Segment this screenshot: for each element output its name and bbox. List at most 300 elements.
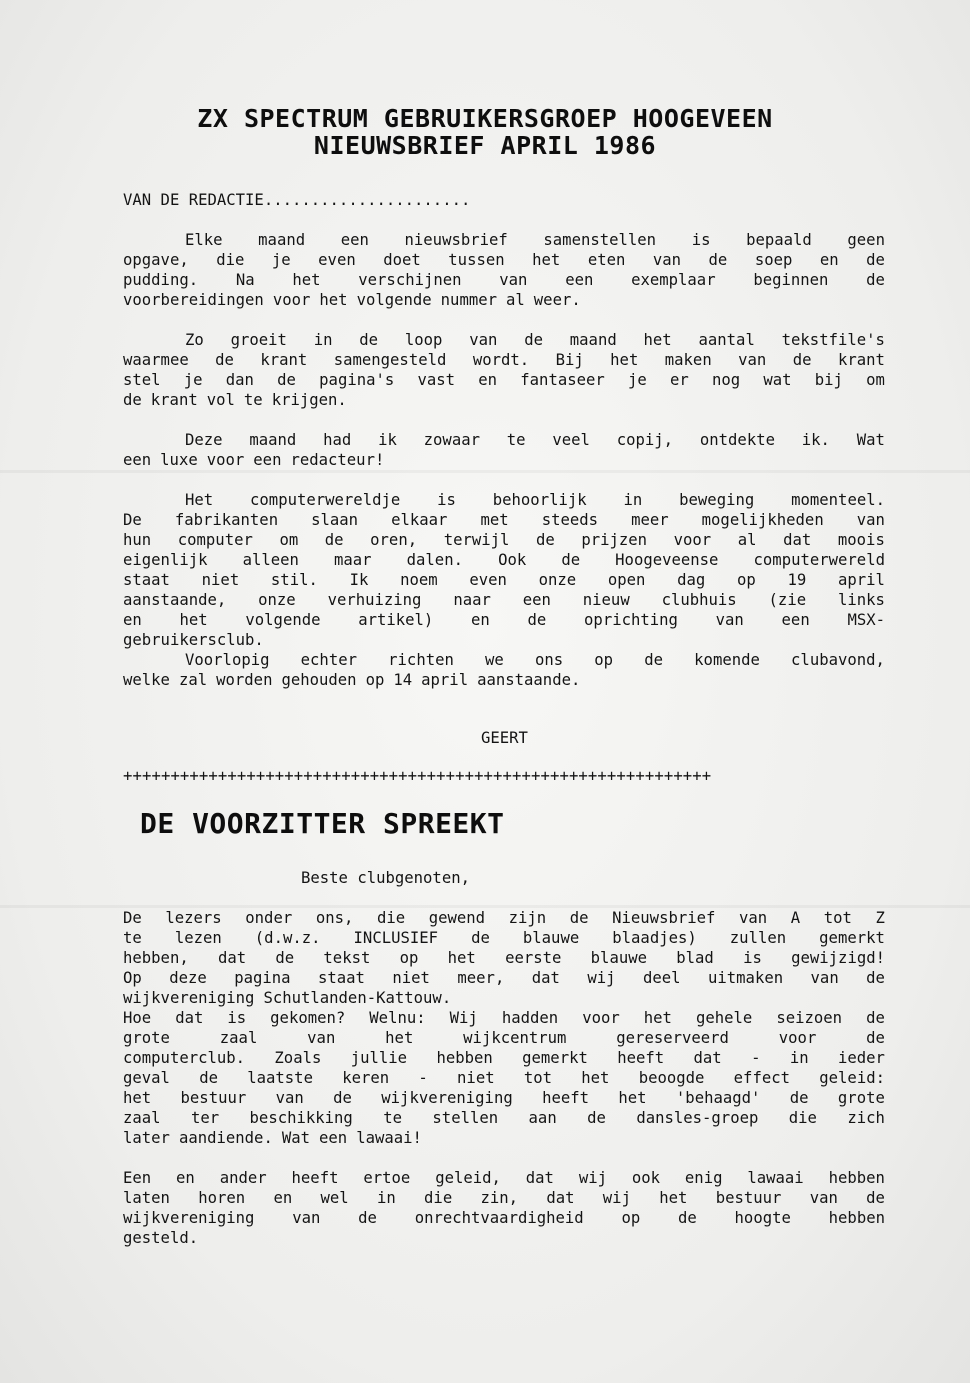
chairman-heading: DE VOORZITTER SPREEKT [140, 807, 505, 840]
word: artikel) [358, 611, 434, 629]
word: gewend [428, 909, 486, 927]
word: weer. [533, 291, 581, 309]
word: stellen [432, 1109, 499, 1127]
word: het [643, 331, 672, 349]
word: van [469, 331, 498, 349]
word: en [471, 611, 490, 629]
word: ertoe [363, 1169, 411, 1187]
word: terwijl [443, 531, 510, 549]
word: aan [528, 1109, 557, 1127]
word: de [789, 1089, 809, 1107]
word: uitmaken [708, 969, 784, 987]
word: en [176, 1169, 195, 1187]
word: blauwe [590, 949, 648, 967]
word: deze [169, 969, 207, 987]
word: dat [783, 531, 812, 549]
word: bestuur [180, 1089, 247, 1107]
word: zich [847, 1109, 885, 1127]
word: effect [733, 1069, 791, 1087]
word: de [866, 1189, 885, 1207]
word: INCLUSIEF [353, 929, 439, 947]
word: de [524, 331, 543, 349]
editorial-heading: VAN DE REDACTIE...................... [123, 191, 471, 209]
word: april [837, 571, 885, 589]
word: ik [378, 431, 397, 449]
word: nieuwsbrief [404, 231, 508, 249]
word: nieuw [582, 591, 630, 609]
word: al [506, 291, 525, 309]
word: laatste [247, 1069, 313, 1087]
word: staat [123, 571, 170, 589]
word: van [856, 511, 885, 529]
word: Wat [856, 431, 885, 449]
text-line [123, 1008, 885, 1028]
word: krant [837, 351, 885, 369]
word: Deze [185, 431, 223, 449]
text-line [123, 1228, 885, 1248]
word: lezers [165, 909, 222, 927]
word: nog [712, 371, 741, 389]
word: gesteld. [123, 1229, 199, 1247]
word: om [279, 531, 299, 549]
word: even [318, 251, 356, 269]
word: Hoogeveense [615, 551, 719, 569]
word: onze [538, 571, 577, 589]
word: de [644, 651, 664, 669]
word: ieder [837, 1049, 885, 1067]
word: computerclub. [123, 1049, 246, 1067]
word: van [499, 271, 528, 289]
word: op [365, 671, 385, 689]
word: in [789, 1049, 809, 1067]
word: het [643, 1009, 672, 1027]
word: zijn [508, 909, 547, 927]
word: het [179, 611, 208, 629]
word: de [333, 1089, 352, 1107]
word: hebben, [123, 949, 189, 967]
word: en [819, 251, 839, 269]
text-line [123, 948, 885, 968]
word: in [313, 331, 333, 349]
word: naar [453, 591, 491, 609]
word: ons [534, 651, 564, 669]
word: De [123, 511, 142, 529]
word: niet [392, 969, 430, 987]
text-line [123, 670, 885, 690]
word: computer [177, 531, 253, 549]
word: open [607, 571, 646, 589]
word: echter [300, 651, 357, 669]
word: te [383, 1109, 403, 1127]
word: slaan [311, 511, 359, 529]
word: prijzen [581, 531, 648, 549]
word: april [421, 671, 469, 689]
word: het [610, 351, 639, 369]
word: niet [201, 571, 240, 589]
word: de [561, 551, 581, 569]
word: zaal [219, 1029, 258, 1047]
word: steeds [541, 511, 599, 529]
word: (d.w.z. [254, 929, 321, 947]
word: onder [245, 909, 293, 927]
word: krijgen. [271, 391, 347, 409]
word: samengesteld [333, 351, 447, 369]
word: van [715, 611, 744, 629]
word: meer [631, 511, 669, 529]
word: het [123, 1089, 152, 1107]
word: welke [123, 671, 170, 689]
word: vast [417, 371, 456, 389]
word: wel [320, 1189, 349, 1207]
text-line [123, 370, 885, 390]
word: te [243, 391, 263, 409]
word: doet [383, 251, 421, 269]
word: een [522, 591, 551, 609]
word: tekstfile's [781, 331, 885, 349]
word: lawaai! [356, 1129, 422, 1147]
word: de [277, 371, 296, 389]
chairman-greeting: Beste clubgenoten, [301, 869, 470, 887]
word: het [659, 1189, 688, 1207]
word: gewijzigd! [791, 949, 885, 967]
word: aantal [698, 331, 755, 349]
word: het [385, 1029, 414, 1047]
word: de [471, 929, 490, 947]
text-line [123, 1168, 885, 1188]
word: niet [457, 1069, 495, 1087]
word: wij [602, 1189, 631, 1207]
word: eigenlijk [123, 551, 208, 569]
word: veel [552, 431, 590, 449]
word: horen [198, 1189, 246, 1207]
word: van [738, 351, 767, 369]
word: het [532, 251, 561, 269]
word: onrechtvaardigheid [414, 1209, 584, 1227]
word: links [837, 591, 885, 609]
word: dan [225, 371, 254, 389]
word: een [123, 451, 152, 469]
word: maar [334, 551, 372, 569]
word: gehele [695, 1009, 753, 1027]
word: de [123, 391, 142, 409]
word: op [594, 651, 614, 669]
word: de [275, 949, 295, 967]
word: beginnen [753, 271, 829, 289]
word: van [809, 1189, 838, 1207]
word: het [292, 271, 321, 289]
word: is [743, 949, 762, 967]
word: soep [754, 251, 793, 269]
section-separator: ++++++++++++++++++++++++++++++++++++++++++++++++++++++++++++++ [123, 767, 712, 785]
text-line [123, 1128, 885, 1148]
word: tot [523, 1069, 553, 1087]
word: later [123, 1129, 170, 1147]
word: bestuur [715, 1189, 782, 1207]
word: eten [587, 251, 626, 269]
text-line [123, 610, 885, 630]
word: wat [763, 371, 792, 389]
word: lawaai [747, 1169, 804, 1187]
word: ander [219, 1169, 267, 1187]
word: mogelijkheden [701, 511, 824, 529]
text-line [123, 290, 885, 310]
word: Hoe [123, 1009, 152, 1027]
word: Ik [349, 571, 369, 589]
word: je [271, 251, 291, 269]
word: worden [216, 671, 273, 689]
word: en [478, 371, 498, 389]
word: geleid: [819, 1069, 885, 1087]
word: die [788, 1109, 817, 1127]
text-line [123, 1068, 885, 1088]
word: copij, [616, 431, 674, 449]
word: de [866, 1009, 885, 1027]
word: Schutlanden-Kattouw. [263, 989, 452, 1007]
word: pagina's [319, 371, 395, 389]
text-line [123, 630, 885, 650]
word: heeft [617, 1049, 665, 1067]
text-line [123, 988, 885, 1008]
word: ter [190, 1109, 220, 1127]
word: pagina [234, 969, 291, 987]
word: voor [206, 451, 245, 469]
text-line [123, 570, 885, 590]
word: op [737, 571, 756, 589]
word: geen [847, 231, 885, 249]
word: samenstellen [543, 231, 657, 249]
text-line [123, 1088, 885, 1108]
word: een [340, 231, 369, 249]
word: fabrikanten [174, 511, 279, 529]
word: op [399, 949, 419, 967]
word: dat [531, 969, 560, 987]
word: meer, [457, 969, 505, 987]
word: hoogte [734, 1209, 791, 1227]
word: wij [578, 1169, 607, 1187]
word: het [447, 949, 476, 967]
word: gemerkt [819, 929, 885, 947]
word: hebben [828, 1169, 885, 1187]
word: heeft [542, 1089, 590, 1107]
word: computerwereldje [250, 491, 401, 509]
word: beoogde [638, 1069, 705, 1087]
word: noem [400, 571, 438, 589]
text-line [123, 390, 885, 410]
word: momenteel. [791, 491, 885, 509]
word: voor [673, 531, 712, 549]
word: deel [643, 969, 681, 987]
text-line [185, 650, 885, 670]
word: zin, [480, 1189, 519, 1207]
word: ontdekte [699, 431, 775, 449]
word: behoorlijk [492, 491, 587, 509]
text-line [123, 550, 885, 570]
word: Een [123, 1169, 152, 1187]
word: de [358, 1209, 377, 1227]
word: de [708, 251, 728, 269]
word: dalen. [406, 551, 463, 569]
word: had [323, 431, 352, 449]
word: 14 [393, 671, 413, 689]
word: de [678, 1209, 697, 1227]
word: oren, [370, 531, 418, 549]
word: staat [318, 969, 365, 987]
word: even [469, 571, 507, 589]
word: stil. [270, 571, 318, 589]
word: Z [875, 909, 885, 927]
word: Wij [449, 1009, 478, 1027]
word: Op [123, 969, 142, 987]
word: dansles-groep [636, 1109, 759, 1127]
word: verschijnen [358, 271, 462, 289]
word: onze [258, 591, 296, 609]
word: die [216, 251, 245, 269]
word: eerste [505, 949, 562, 967]
text-line [123, 1208, 885, 1228]
word: de [866, 1029, 885, 1047]
word: loop [404, 331, 443, 349]
word: voor [778, 1029, 817, 1047]
word: 'behaagd' [675, 1089, 761, 1107]
word: zal [178, 671, 208, 689]
word: Het [185, 491, 214, 509]
word: Bij [555, 351, 584, 369]
word: moois [837, 531, 885, 549]
text-line [185, 330, 885, 350]
word: geleid, [435, 1169, 501, 1187]
word: krant [260, 351, 308, 369]
word: de [535, 531, 555, 549]
word: aandiende. [178, 1129, 273, 1147]
word: vol [206, 391, 235, 409]
word: volgende [356, 291, 432, 309]
word: wijkvereniging [123, 1209, 255, 1227]
word: MSX- [847, 611, 885, 629]
text-line [123, 1108, 885, 1128]
word: wijkcentrum [463, 1029, 567, 1047]
word: om [866, 371, 885, 389]
word: gekomen? [270, 1009, 346, 1027]
word: tot [823, 909, 852, 927]
word: beweging [679, 491, 755, 509]
word: ons, [315, 909, 354, 927]
word: fantaseer [520, 371, 605, 389]
word: hun [123, 531, 152, 549]
word: ook [631, 1169, 661, 1187]
word: nummer [440, 291, 498, 309]
word: aanstaande. [477, 671, 581, 689]
word: voorbereidingen [123, 291, 264, 309]
word: blauwe [522, 929, 580, 947]
word: enig [684, 1169, 723, 1187]
word: pudding. [123, 271, 199, 289]
word: Wat [281, 1129, 311, 1147]
word: van [307, 1029, 336, 1047]
word: wijkvereniging [123, 989, 255, 1007]
word: zullen [729, 929, 787, 947]
text-line [123, 250, 885, 270]
word: maand [569, 331, 617, 349]
word: en [273, 1189, 293, 1207]
word: jullie [350, 1049, 408, 1067]
word: Zoals [274, 1049, 322, 1067]
word: voor [272, 291, 311, 309]
word: we [485, 651, 504, 669]
word: het [581, 1069, 610, 1087]
word: het [618, 1089, 647, 1107]
word: heeft [291, 1169, 339, 1187]
word: laten [123, 1189, 170, 1207]
word: dat [175, 1009, 204, 1027]
word: volgende [245, 611, 321, 629]
word: de [866, 969, 885, 987]
newsletter-title: ZX SPECTRUM GEBRUIKERSGROEP HOOGEVEEN [197, 104, 773, 133]
word: seizoen [776, 1009, 843, 1027]
text-line [123, 1028, 885, 1048]
word: dag [677, 571, 706, 589]
word: de [587, 1109, 606, 1127]
word: gereserveerd [616, 1029, 729, 1047]
word: van [738, 909, 768, 927]
word: is [437, 491, 456, 509]
word: geval [123, 1069, 170, 1087]
word: grote [123, 1029, 170, 1047]
word: de [569, 909, 589, 927]
word: een [319, 1129, 348, 1147]
text-line [123, 1188, 885, 1208]
word: Welnu: [369, 1009, 426, 1027]
word: dat [525, 1169, 554, 1187]
text-line [185, 430, 885, 450]
text-line [123, 350, 885, 370]
word: de [527, 611, 547, 629]
word: redacteur! [290, 451, 385, 469]
paper-fold [0, 470, 970, 473]
word: opgave, [123, 251, 189, 269]
word: verhuizing [327, 591, 422, 609]
word: op [621, 1209, 641, 1227]
word: hebben [436, 1049, 493, 1067]
text-line [123, 968, 885, 988]
text-line [123, 450, 885, 470]
word: een [253, 451, 282, 469]
word: richten [388, 651, 454, 669]
word: clubavond, [791, 651, 885, 669]
word: gemerkt [522, 1049, 588, 1067]
word: is [227, 1009, 247, 1027]
word: al [737, 531, 757, 549]
word: Elke [185, 231, 223, 249]
word: ik. [801, 431, 830, 449]
word: maand [249, 431, 297, 449]
word: en [123, 611, 142, 629]
word: elkaar [391, 511, 448, 529]
word: er [670, 371, 689, 389]
word: blaadjes) [612, 929, 697, 947]
word: een [565, 271, 594, 289]
word: groeit [230, 331, 287, 349]
word: dat [217, 949, 247, 967]
word: oprichting [584, 611, 678, 629]
word: te [506, 431, 526, 449]
text-line [123, 590, 885, 610]
word: tussen [448, 251, 505, 269]
word: wordt. [472, 351, 530, 369]
word: zaal [123, 1109, 161, 1127]
word: krant [150, 391, 198, 409]
word: lezen [174, 929, 222, 947]
word: - [751, 1049, 761, 1067]
